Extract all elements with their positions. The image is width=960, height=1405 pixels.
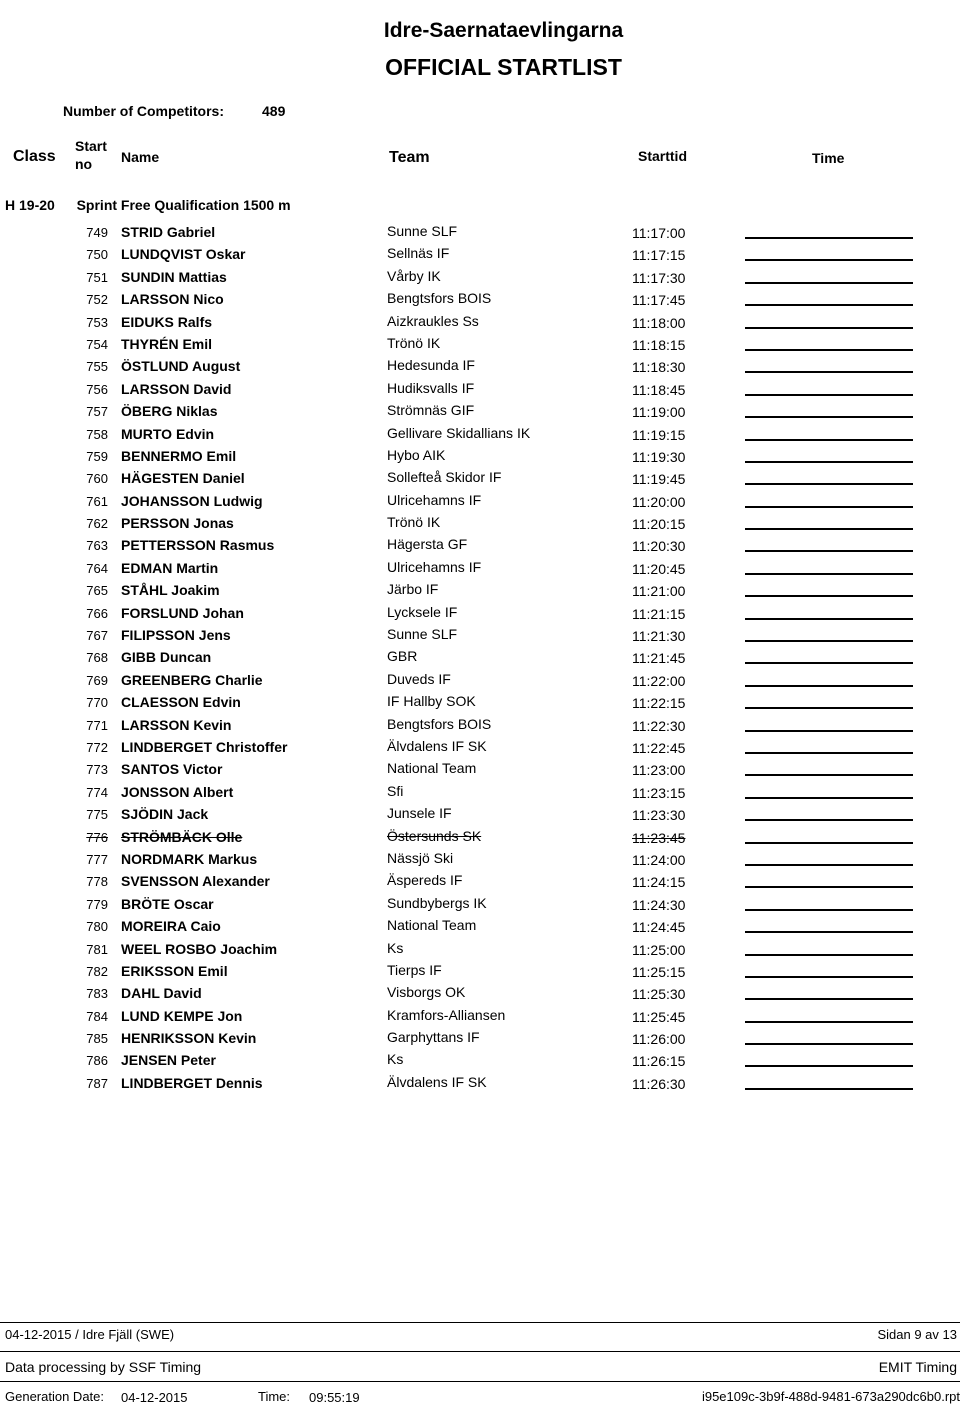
time-entry-line [745,394,913,396]
column-header-team: Team [389,149,430,166]
time-entry-line [745,461,913,463]
column-header-class: Class [13,148,56,165]
team-name: Älvdalens IF SK [387,737,487,754]
section-race: Sprint Free Qualification 1500 m [76,197,291,213]
start-time: 11:22:00 [632,672,686,689]
table-row [0,1074,960,1096]
time-entry-line [745,595,913,597]
time-entry-line [745,998,913,1000]
start-number: 760 [86,471,108,487]
table-row [0,648,960,670]
table-row [0,783,960,805]
start-time: 11:19:30 [632,448,686,465]
start-number: 778 [86,874,108,890]
list-title: OFFICIAL STARTLIST [385,54,622,80]
competitor-name: MURTO Edvin [121,425,215,442]
table-row [0,716,960,738]
table-row [0,1051,960,1073]
time-entry-line [745,528,913,530]
team-name: Hägersta GF [387,536,468,553]
table-row [0,313,960,335]
team-name: Hedesunda IF [387,357,475,374]
start-number: 768 [86,650,108,666]
team-name: Strömnäs GIF [387,402,475,419]
start-time: 11:19:00 [632,404,686,421]
start-time: 11:17:45 [632,292,686,309]
team-name: Ulricehamns IF [387,491,482,508]
start-number: 787 [86,1075,108,1091]
start-number: 764 [86,560,108,576]
table-row [0,536,960,558]
start-time: 11:17:30 [632,269,686,286]
start-number: 772 [86,739,108,755]
competitors-label: Number of Competitors: [63,103,224,119]
competitor-name: LINDBERGET Christoffer [121,738,288,755]
time-entry-line [745,349,913,351]
team-name: IF Hallby SOK [387,693,476,710]
competitor-name: STRID Gabriel [121,224,216,240]
time-entry-line [745,864,913,866]
competitors-count: 489 [262,103,286,119]
start-number: 774 [86,784,108,800]
time-entry-line [745,797,913,799]
footer-generation-date: 04-12-2015 [121,1390,188,1405]
team-name: Sundbybergs IK [387,894,487,911]
start-number: 755 [86,359,108,375]
table-row [0,604,960,626]
team-name: Sunne SLF [387,223,458,239]
start-number: 777 [86,851,108,867]
footer-time-label: Time: [258,1389,291,1404]
footer-time: 09:55:19 [309,1390,360,1405]
table-row [0,290,960,312]
footer-date-place: 04-12-2015 / Idre Fjäll (SWE) [5,1327,175,1342]
team-name: Nässjö Ski [387,849,454,866]
team-name: Sellnäs IF [387,245,450,262]
start-number: 752 [86,292,108,308]
team-name: Ks [387,1051,404,1068]
competitor-name: SUNDIN Mattias [121,268,227,285]
competitor-name: SVENSSON Alexander [121,873,270,890]
table-row [0,447,960,469]
competitor-name: EDMAN Martin [121,559,219,576]
start-time: 11:25:30 [632,986,686,1003]
time-entry-line [745,730,913,732]
table-row [0,492,960,514]
start-number: 753 [86,314,108,330]
start-number: 766 [86,605,108,621]
start-time: 11:21:30 [632,628,686,645]
team-name: Visborgs OK [387,984,466,1001]
team-name: Ulricehamns IF [387,558,482,575]
start-time: 11:18:45 [632,381,686,398]
start-time: 11:22:15 [632,695,686,712]
competitor-name: JENSEN Peter [121,1052,216,1069]
start-number: 783 [86,986,108,1002]
start-time: 11:23:15 [632,784,686,801]
team-name: Gellivare Skidallians IK [387,424,531,441]
start-time: 11:23:00 [632,762,686,779]
time-entry-line [745,640,913,642]
competitor-name: JOHANSSON Ludwig [121,492,263,509]
table-row [0,1007,960,1029]
start-time: 11:20:15 [632,516,686,533]
start-time: 11:18:30 [632,359,686,376]
start-number: 776 [86,829,108,845]
start-number: 785 [86,1031,108,1047]
start-time: 11:20:30 [632,538,686,555]
table-row [0,671,960,693]
table-row [0,335,960,357]
start-time: 11:18:15 [632,336,686,353]
time-entry-line [745,573,913,575]
start-time: 11:25:45 [632,1008,686,1025]
table-row [0,581,960,603]
start-number: 784 [86,1008,108,1024]
footer-file-name: i95e109c-3b9f-488d-9481-673a290dc6b0.rpt [701,1389,960,1404]
start-number: 767 [86,628,108,644]
time-entry-line [745,707,913,709]
start-time: 11:24:00 [632,851,686,868]
start-time: 11:21:15 [632,605,686,622]
start-number: 749 [86,225,108,240]
start-number: 770 [86,695,108,711]
time-entry-line [745,304,913,306]
start-time: 11:23:45 [632,829,686,846]
time-entry-line [745,237,913,239]
time-entry-line [745,282,913,284]
table-row [0,850,960,872]
footer-generation-label: Generation Date: [5,1389,105,1404]
competitor-name: NORDMARK Markus [121,850,258,867]
team-name: Hybo AIK [387,446,446,463]
time-entry-line [745,886,913,888]
footer-page-number: Sidan 9 av 13 [877,1327,957,1342]
start-time: 11:21:45 [632,650,686,667]
competitor-name: LARSSON David [121,380,232,397]
column-header-starttid: Starttid [638,148,687,164]
competitor-name: WEEL ROSBO Joachim [121,940,278,957]
time-entry-line [745,954,913,956]
table-row [0,962,960,984]
competitor-name: FILIPSSON Jens [121,627,231,644]
team-name: Bengtsfors BOIS [387,715,492,732]
section-heading [5,197,291,213]
team-name: Älvdalens IF SK [387,1073,487,1090]
table-row [0,514,960,536]
time-entry-line [745,618,913,620]
table-row [0,357,960,379]
time-entry-line [745,819,913,821]
team-name: Ks [387,939,404,956]
time-entry-line [745,1021,913,1023]
start-time: 11:17:00 [632,225,686,241]
start-time: 11:26:00 [632,1031,686,1048]
table-row [0,245,960,267]
competitor-name: EIDUKS Ralfs [121,313,213,330]
table-row [0,223,960,245]
start-number: 754 [86,336,108,352]
team-name: Kramfors-Alliansen [387,1006,506,1023]
competitor-name: ÖBERG Niklas [121,403,218,420]
table-row [0,693,960,715]
time-entry-line [745,327,913,329]
start-number: 779 [86,896,108,912]
competitor-name: LUNDQVIST Oskar [121,246,246,263]
column-header-start: Start [75,138,107,154]
table-row [0,917,960,939]
competitor-name: PETTERSSON Rasmus [121,537,275,554]
start-time: 11:19:45 [632,471,686,488]
table-row [0,738,960,760]
start-number: 762 [86,516,108,532]
footer-divider [0,1322,960,1323]
competitor-name: LUND KEMPE Jon [121,1007,243,1024]
table-row [0,425,960,447]
footer-divider [0,1381,960,1382]
team-name: Aizkraukles Ss [387,312,479,329]
team-name: Vårby IK [387,267,441,284]
time-entry-line [745,842,913,844]
team-name: Tierps IF [387,961,442,978]
start-time: 11:24:30 [632,896,686,913]
competitor-name: CLAESSON Edvin [121,694,241,711]
table-row [0,469,960,491]
competitor-name: SANTOS Victor [121,761,223,778]
time-entry-line [745,752,913,754]
competitor-name: ERIKSSON Emil [121,962,228,979]
table-row [0,380,960,402]
team-name: Sfi [387,782,404,799]
competitor-name: HÄGESTEN Daniel [121,470,245,487]
start-time: 11:26:15 [632,1053,686,1070]
start-number: 750 [86,247,108,263]
startlist-table [0,223,960,1096]
competitor-name: DAHL David [121,985,202,1002]
time-entry-line [745,931,913,933]
competitor-name: ÖSTLUND August [121,358,241,375]
competitor-name: HENRIKSSON Kevin [121,1030,257,1047]
start-number: 786 [86,1053,108,1069]
competitor-name: THYRÉN Emil [121,335,213,352]
team-name: Junsele IF [387,805,452,822]
time-entry-line [745,506,913,508]
competitor-name: LARSSON Kevin [121,716,232,733]
start-time: 11:20:00 [632,493,686,510]
start-time: 11:24:15 [632,874,686,891]
start-number: 769 [86,672,108,688]
competitor-name: PERSSON Jonas [121,515,234,532]
table-row [0,872,960,894]
competitor-name: BENNERMO Emil [121,447,237,464]
start-number: 775 [86,807,108,823]
table-row [0,1029,960,1051]
start-time: 11:21:00 [632,583,686,600]
start-number: 751 [86,269,108,285]
competitor-name: GREENBERG Charlie [121,671,263,688]
competitor-name: MOREIRA Caio [121,918,221,935]
footer-processing: Data processing by SSF Timing [5,1359,202,1375]
start-time: 11:26:30 [632,1075,686,1092]
start-number: 781 [86,941,108,957]
start-number: 773 [86,762,108,778]
time-entry-line [745,976,913,978]
time-entry-line [745,483,913,485]
start-number: 780 [86,919,108,935]
table-row [0,984,960,1006]
time-entry-line [745,1065,913,1067]
time-entry-line [745,774,913,776]
time-entry-line [745,685,913,687]
team-name: Trönö IK [387,514,441,531]
start-time: 11:25:15 [632,963,686,980]
start-number: 757 [86,404,108,420]
start-number: 765 [86,583,108,599]
start-number: 756 [86,381,108,397]
team-name: GBR [387,648,418,665]
start-time: 11:17:15 [632,247,686,264]
team-name: Trönö IK [387,334,441,351]
footer-timing-brand: EMIT Timing [878,1359,957,1375]
start-time: 11:19:15 [632,426,686,443]
table-row [0,626,960,648]
table-row [0,895,960,917]
time-entry-line [745,1043,913,1045]
start-number: 763 [86,538,108,554]
competitor-name: FORSLUND Johan [121,604,244,621]
competitor-name: SJÖDIN Jack [121,806,209,823]
column-header-no: no [75,156,93,172]
start-time: 11:20:45 [632,560,686,577]
time-entry-line [745,439,913,441]
column-header-time: Time [812,150,845,166]
event-title: Idre-Saernataevlingarna [383,19,624,42]
start-time: 11:22:30 [632,717,686,734]
table-row [0,760,960,782]
time-entry-line [745,371,913,373]
start-time: 11:23:30 [632,807,686,824]
start-time: 11:22:45 [632,739,686,756]
table-row [0,559,960,581]
time-entry-line [745,416,913,418]
time-entry-line [745,259,913,261]
team-name: Lycksele IF [387,603,458,620]
table-row [0,940,960,962]
competitor-name: GIBB Duncan [121,649,212,666]
competitor-name: STRÖMBÄCK Olle [121,828,243,845]
column-header-name: Name [121,149,160,165]
competitor-name: BRÖTE Oscar [121,895,214,912]
table-row [0,402,960,424]
section-class: H 19-20 [5,197,55,213]
team-name: Äspereds IF [387,872,463,889]
table-row [0,268,960,290]
start-number: 771 [86,717,108,733]
team-name: Sollefteå Skidor IF [387,469,502,486]
team-name: Hudiksvalls IF [387,379,475,396]
time-entry-line [745,550,913,552]
start-number: 759 [86,448,108,464]
start-time: 11:24:45 [632,919,686,936]
start-number: 758 [86,426,108,442]
team-name: National Team [387,917,477,934]
team-name: Duveds IF [387,670,451,687]
start-number: 761 [86,493,108,509]
competitor-name: LINDBERGET Dennis [121,1074,263,1091]
team-name: Järbo IF [387,581,439,598]
time-entry-line [745,909,913,911]
time-entry-line [745,1088,913,1090]
footer-divider [0,1351,960,1352]
team-name: Garphyttans IF [387,1029,480,1046]
table-row [0,805,960,827]
competitor-name: JONSSON Albert [121,783,234,800]
time-entry-line [745,662,913,664]
start-number: 782 [86,963,108,979]
team-name: Östersunds SK [387,827,482,844]
table-row [0,828,960,850]
competitor-name: LARSSON Nico [121,291,224,308]
team-name: Sunne SLF [387,626,458,643]
start-time: 11:18:00 [632,314,686,331]
team-name: Bengtsfors BOIS [387,290,492,307]
start-time: 11:25:00 [632,941,686,958]
competitor-name: STÅHL Joakim [121,582,220,599]
team-name: National Team [387,760,477,777]
